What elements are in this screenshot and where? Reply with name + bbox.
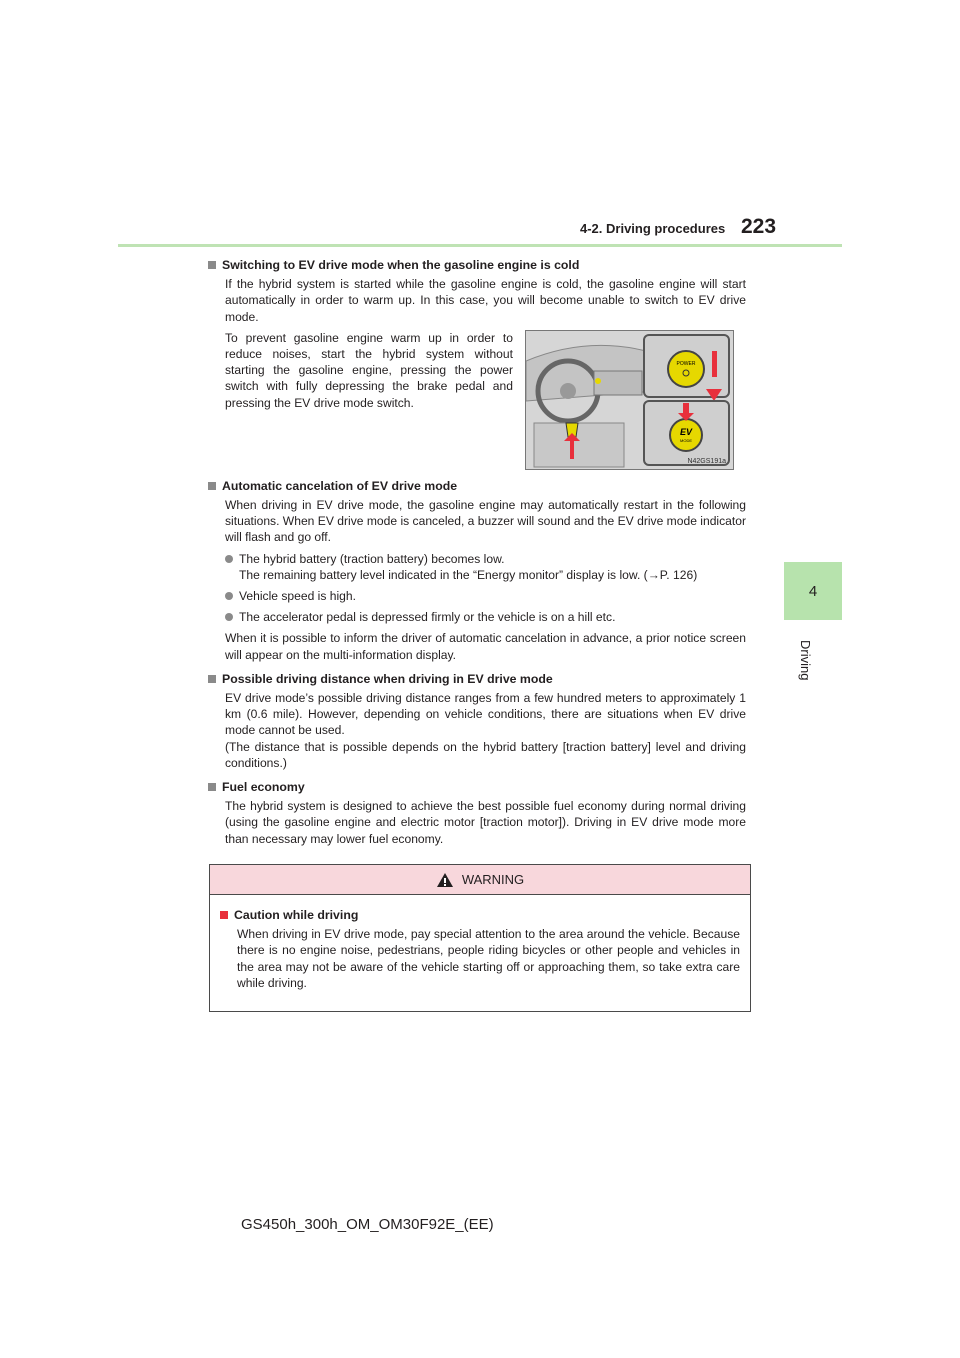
power-button-label: POWER	[676, 360, 696, 367]
round-bullet-icon	[225, 613, 233, 621]
section-paragraph: EV drive mode’s possible driving distance ranges from a few hundred meters to approximately 1 km (0.6 mile). However, depending on vehicle conditions, there are situations when EV drive mode cannot be used.	[225, 691, 746, 738]
warning-heading-text: Caution while driving	[234, 908, 359, 922]
warning-heading	[220, 907, 740, 923]
warning-paragraph: When driving in EV drive mode, pay special attention to the area around the vehicle. Because there is no engine noise, pedestrians, people riding bicycles or other people and vehicles in the area may not be aware of the vehicle starting off or approaching them, so take extra care while driving.	[237, 927, 740, 990]
list-item-subtext: The remaining battery level indicated in the “Energy monitor” display is low. (→P. 126)	[239, 567, 698, 582]
section-heading	[208, 671, 746, 687]
ev-button-label: EV	[679, 426, 693, 437]
warning-header	[210, 865, 750, 895]
list-item	[208, 551, 746, 583]
warning-body	[210, 895, 750, 991]
list-item-text: Vehicle speed is high.	[239, 589, 356, 604]
section-heading	[208, 779, 746, 795]
round-bullet-icon	[225, 592, 233, 600]
list-item	[208, 588, 746, 604]
list-item-text: The hybrid battery (traction battery) becomes low.	[239, 551, 505, 566]
square-bullet-icon	[208, 482, 216, 490]
section-ev-cold-engine	[208, 257, 746, 470]
square-bullet-icon	[208, 783, 216, 791]
chapter-number: 4	[808, 582, 818, 600]
warning-triangle-icon	[436, 872, 454, 888]
list-item	[208, 609, 746, 625]
header-rule	[118, 244, 842, 247]
section-paragraph: When driving in EV drive mode, the gasoline engine may automatically restart in the following situations. When EV drive mode is canceled, a buzzer will sound and the EV drive mode indicator will flash and go off.	[225, 498, 746, 545]
square-bullet-icon	[208, 675, 216, 683]
section-fuel-economy	[208, 779, 746, 847]
square-bullet-icon	[220, 911, 228, 919]
section-paragraph: If the hybrid system is started while the gasoline engine is cold, the gasoline engine will start automatically in order to warm up. In this case, you will become unable to switch to EV drive mode.	[225, 277, 746, 324]
section-paragraph: When it is possible to inform the driver of automatic cancelation in advance, a prior notice screen will appear on the multi-information display.	[225, 631, 746, 662]
section-heading-text: Possible driving distance when driving in EV drive mode	[222, 671, 553, 686]
section-heading-text: Automatic cancelation of EV drive mode	[222, 478, 458, 493]
figure-caption-text: To prevent gasoline engine warm up in order to reduce noises, start the hybrid system without starting the gasoline engine, pressing the power switch with fully depressing the brake pedal and pressing the EV drive mode switch.	[225, 330, 513, 410]
section-heading	[208, 478, 746, 494]
square-bullet-icon	[208, 261, 216, 269]
section-heading-text: Switching to EV drive mode when the gasoline engine is cold	[222, 258, 580, 272]
round-bullet-icon	[225, 555, 233, 563]
dashboard-illustration	[525, 330, 734, 470]
section-heading	[208, 257, 746, 273]
footer-document-code: GS450h_300h_OM_OM30F92E_(EE)	[241, 1216, 494, 1233]
warning-title: WARNING	[461, 872, 525, 887]
header-section-title: 4-2. Driving procedures	[580, 221, 726, 236]
chapter-label: Driving	[798, 640, 813, 681]
section-paragraph: (The distance that is possible depends on the hybrid battery [traction battery] level and driving conditions.)	[225, 739, 746, 770]
section-paragraph: The hybrid system is designed to achieve the best possible fuel economy during normal driving (using the gasoline engine and electric motor [traction motor]). Driving in EV drive mode more than necessary may lower fuel economy.	[225, 799, 746, 846]
ev-button-sublabel: MODE	[680, 437, 692, 443]
figure-code: N42GS191a	[687, 457, 726, 465]
figure-row	[208, 330, 746, 470]
section-auto-cancel	[208, 478, 746, 663]
section-heading-text: Fuel economy	[222, 780, 305, 795]
dashboard-drawing	[526, 331, 733, 469]
section-driving-distance	[208, 671, 746, 771]
page-number: 223	[741, 215, 777, 238]
main-content	[208, 257, 746, 855]
list-item-text: The accelerator pedal is depressed firmly or the vehicle is on a hill etc.	[239, 610, 616, 625]
warning-box	[209, 864, 751, 1012]
chapter-tab	[784, 562, 842, 620]
